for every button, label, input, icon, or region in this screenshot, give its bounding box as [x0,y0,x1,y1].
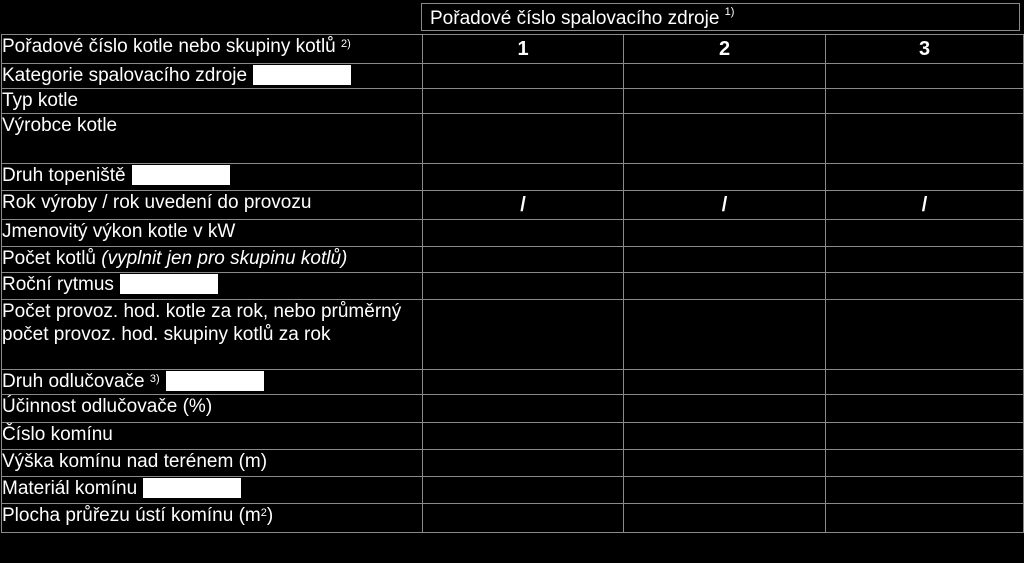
value-cell-3[interactable] [826,220,1024,247]
value-cell-3[interactable] [826,504,1024,533]
table-row [2,450,1024,477]
value-cell-2[interactable] [624,450,826,477]
row-label: Výška komínu nad terénem (m) [2,451,268,472]
row-label: Počet provoz. hod. kotle za rok, nebo průměrný počet provoz. hod. skupiny kotlů za rok [2,301,402,345]
table-row [2,423,1024,450]
row-label: Výrobce kotle [2,115,118,136]
row-label: Typ kotle [2,90,79,111]
table-row [2,220,1024,247]
value-cell-1[interactable] [423,114,624,164]
value-cell-2[interactable] [624,64,826,89]
boiler-form-table [1,34,1024,533]
column-group-title: Pořadové číslo spalovacího zdroje $^{1)}$ [430,6,735,29]
value-cell-2[interactable] [624,423,826,450]
table-row [2,300,1024,370]
row-label-cell [2,370,423,395]
value-cell-2[interactable] [624,220,826,247]
row-label: Účinnost odlučovače (%) [2,396,213,417]
row-label-cell [2,220,423,247]
row-label: Pořadové číslo kotle nebo skupiny kotlů [2,36,336,57]
row-label-cell [2,64,423,89]
row-label: Roční rytmus [2,274,114,295]
value-cell-3[interactable] [826,114,1024,164]
row-label: Rok výroby / rok uvedení do provozu [2,192,312,213]
value-cell-1[interactable] [423,220,624,247]
column-group-header [421,3,1020,31]
value-cell-3[interactable] [826,370,1024,395]
row-label-end: ) [266,505,274,526]
row-label-cell [2,300,423,370]
row-label: Plocha průřezu ústí komínu (m [2,505,261,526]
row-label: Číslo komínu [2,424,113,445]
value-cell-1[interactable] [423,247,624,273]
row-label: Kategorie spalovacího zdroje [2,65,248,86]
table-row [2,89,1024,114]
value-cell-2[interactable] [624,164,826,191]
value-cell-1[interactable] [423,395,624,423]
footnote-marker: 2) [341,38,351,50]
table-row [2,273,1024,300]
value-cell-1[interactable]: / [423,191,624,220]
value-cell-1[interactable] [423,477,624,504]
value-cell-1[interactable] [423,89,624,114]
table-row [2,191,1024,220]
value-cell-2[interactable] [624,300,826,370]
footnote-marker: 3) [149,373,160,385]
value-cell-2[interactable] [624,89,826,114]
code-input-box[interactable] [132,165,230,185]
row-label: Počet kotlů [2,248,96,269]
table-row [2,35,1024,64]
value-cell-3[interactable] [826,477,1024,504]
row-label-cell [2,423,423,450]
code-input-box[interactable] [120,274,218,294]
value-cell-3[interactable] [826,247,1024,273]
value-cell-2[interactable] [624,370,826,395]
row-label-cell [2,164,423,191]
value-cell-1[interactable] [423,64,624,89]
code-input-box[interactable] [253,65,351,85]
row-label: Materiál komínu [2,478,138,499]
row-label-cell [2,191,423,220]
row-label-cell [2,477,423,504]
table-row [2,477,1024,504]
value-cell-3[interactable] [826,273,1024,300]
value-cell-3[interactable]: / [826,191,1024,220]
value-cell-1[interactable] [423,450,624,477]
footnote-marker: 1) [724,6,735,18]
value-cell-1[interactable]: 1 [423,35,624,64]
value-cell-3[interactable] [826,164,1024,191]
value-cell-3[interactable] [826,300,1024,370]
table-row [2,370,1024,395]
row-label-cell [2,395,423,423]
value-cell-2[interactable] [624,273,826,300]
value-cell-2[interactable] [624,247,826,273]
value-cell-1[interactable] [423,504,624,533]
row-label-cell [2,89,423,114]
value-cell-3[interactable] [826,450,1024,477]
row-label-cell [2,114,423,164]
row-label: Jmenovitý výkon kotle v kW [2,221,236,242]
value-cell-1[interactable] [423,423,624,450]
row-label-cell [2,504,423,533]
value-cell-1[interactable] [423,300,624,370]
code-input-box[interactable] [143,478,241,498]
row-label: Druh odlučovače [2,371,145,392]
table-row [2,114,1024,164]
value-cell-3[interactable]: 3 [826,35,1024,64]
table-body [2,35,1024,533]
row-label: Druh topeniště [2,165,126,186]
row-label-cell [2,35,423,64]
table-row [2,504,1024,533]
value-cell-1[interactable] [423,273,624,300]
table-row [2,395,1024,423]
value-cell-3[interactable] [826,64,1024,89]
table-row [2,64,1024,89]
row-label-cell [2,450,423,477]
value-cell-3[interactable] [826,89,1024,114]
value-cell-2[interactable] [624,114,826,164]
value-cell-1[interactable] [423,370,624,395]
superscript: 2 [260,507,267,519]
value-cell-2[interactable]: / [624,191,826,220]
value-cell-2[interactable] [624,395,826,423]
value-cell-2[interactable] [624,504,826,533]
value-cell-2[interactable]: 2 [624,35,826,64]
table-row [2,247,1024,273]
value-cell-1[interactable] [423,164,624,191]
table-row [2,164,1024,191]
row-label-cell [2,273,423,300]
row-label-cell [2,247,423,273]
value-cell-2[interactable] [624,477,826,504]
value-cell-3[interactable] [826,395,1024,423]
value-cell-3[interactable] [826,423,1024,450]
row-label-note: (vyplnit jen pro skupinu kotlů) [101,248,348,269]
code-input-box[interactable] [166,371,264,391]
